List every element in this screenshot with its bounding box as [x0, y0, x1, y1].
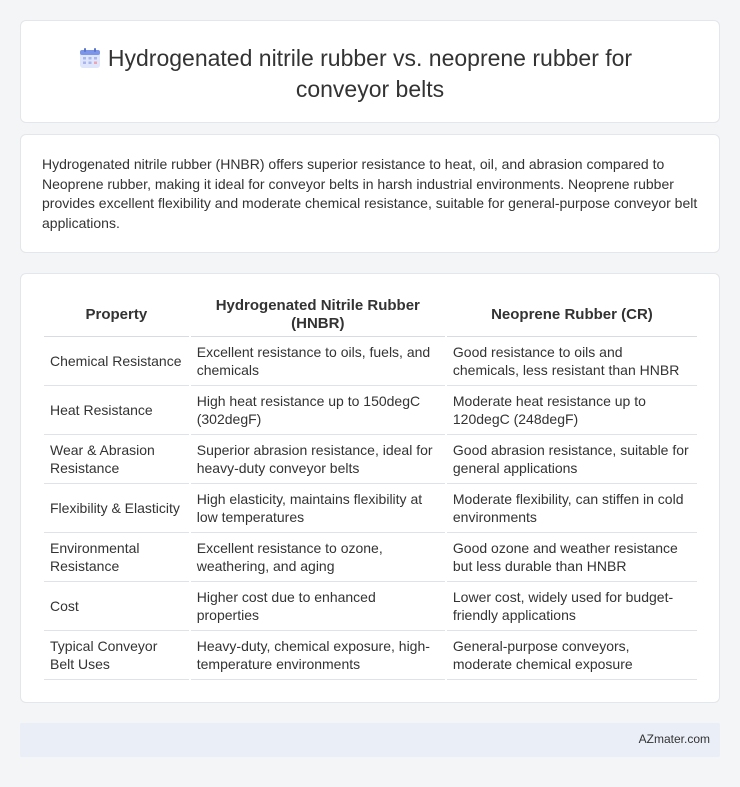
- neoprene-cell: General-purpose conveyors, moderate chemical exposure: [447, 631, 697, 680]
- neoprene-cell: Lower cost, widely used for budget-friendly applications: [447, 582, 697, 631]
- table-row: [44, 484, 697, 533]
- hnbr-cell: Higher cost due to enhanced properties: [191, 582, 445, 631]
- summary-card: [20, 134, 720, 253]
- hnbr-cell: Superior abrasion resistance, ideal for heavy-duty conveyor belts: [191, 435, 445, 484]
- property-cell: Environmental Resistance: [44, 533, 189, 582]
- property-cell: Chemical Resistance: [44, 337, 189, 386]
- table-row: [44, 533, 697, 582]
- footer-bar: [20, 723, 720, 757]
- neoprene-cell: Moderate flexibility, can stiffen in cold environments: [447, 484, 697, 533]
- table-row: [44, 435, 697, 484]
- header-neoprene: Neoprene Rubber (CR): [447, 293, 697, 337]
- summary-text: Hydrogenated nitrile rubber (HNBR) offers superior resistance to heat, oil, and abrasion compared to Neoprene rubber, making it ideal for conveyor belts in harsh industrial environments. Neoprene rubber provides excellent flexibility and moderate chemical resistance, suitable for general-purpose conveyor belt applications.: [42, 156, 698, 231]
- table-row: [44, 631, 697, 680]
- property-cell: Flexibility & Elasticity: [44, 484, 189, 533]
- table-row: [44, 386, 697, 435]
- table-row: [44, 337, 697, 386]
- header-property: Property: [44, 293, 189, 337]
- comparison-card: [20, 273, 720, 703]
- table-row: [44, 582, 697, 631]
- hnbr-cell: Excellent resistance to ozone, weathering, and aging: [191, 533, 445, 582]
- property-cell: Typical Conveyor Belt Uses: [44, 631, 189, 680]
- page-title: Hydrogenated nitrile rubber vs. neoprene rubber for conveyor belts: [107, 45, 633, 102]
- neoprene-cell: Moderate heat resistance up to 120degC (248degF): [447, 386, 697, 435]
- property-cell: Wear & Abrasion Resistance: [44, 435, 189, 484]
- hnbr-cell: High elasticity, maintains flexibility at low temperatures: [191, 484, 445, 533]
- neoprene-cell: Good resistance to oils and chemicals, less resistant than HNBR: [447, 337, 697, 386]
- neoprene-cell: Good ozone and weather resistance but less durable than HNBR: [447, 533, 697, 582]
- title-card: [20, 20, 720, 123]
- property-cell: Cost: [44, 582, 189, 631]
- neoprene-cell: Good abrasion resistance, suitable for general applications: [447, 435, 697, 484]
- header-hnbr: Hydrogenated Nitrile Rubber (HNBR): [191, 293, 445, 337]
- property-cell: Heat Resistance: [44, 386, 189, 435]
- table-header-row: [44, 293, 697, 337]
- hnbr-cell: High heat resistance up to 150degC (302degF): [191, 386, 445, 435]
- hnbr-cell: Excellent resistance to oils, fuels, and chemicals: [191, 337, 445, 386]
- hnbr-cell: Heavy-duty, chemical exposure, high-temperature environments: [191, 631, 445, 680]
- comparison-table: [42, 293, 699, 680]
- footer-brand[interactable]: AZmater.com: [638, 732, 710, 746]
